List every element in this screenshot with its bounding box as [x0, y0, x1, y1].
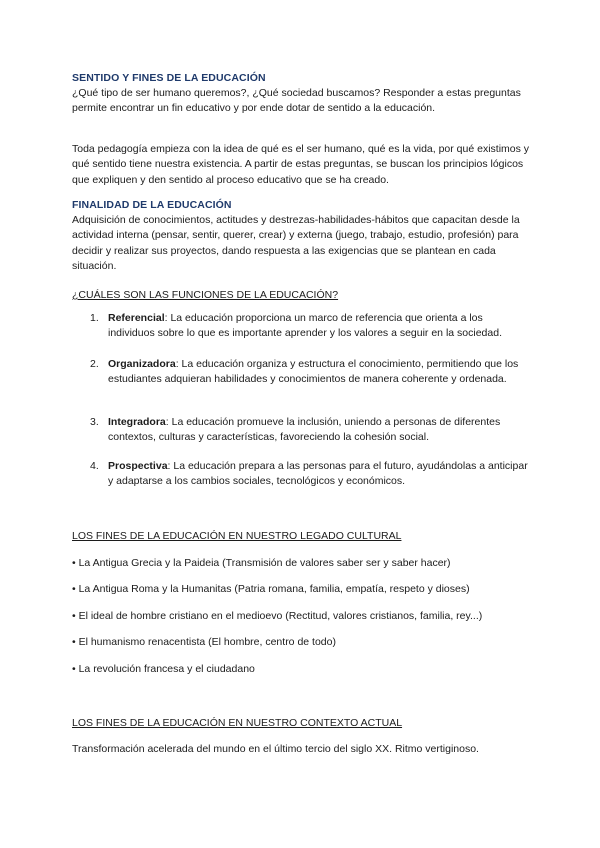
funcion-item-organizadora — [82, 357, 532, 388]
paragraph-finalidad: Adquisición de conocimientos, actitudes y destrezas-habilidades-hábitos que capacitan desde la actividad interna (pensar, sentir, querer, crear) y externa (juego, trabajo, estudio, profesión) para decidir y realizar sus proyectos, dando respuesta a las exigencias que se plantean en cada situación. — [72, 214, 520, 272]
list-item: • La Antigua Roma y la Humanitas (Patria romana, familia, empatía, respeto y dioses) — [72, 583, 470, 595]
funcion-term: Referencial — [108, 312, 165, 324]
list-number: 2. — [90, 358, 99, 370]
funcion-item-referencial — [82, 311, 532, 342]
section-heading-contexto: LOS FINES DE LA EDUCACIÓN EN NUESTRO CONTEXTO ACTUAL — [72, 717, 403, 729]
funcion-item-integradora — [82, 415, 532, 446]
list-item: • La Antigua Grecia y la Paideia (Transmisión de valores saber ser y saber hacer) — [72, 557, 451, 569]
paragraph-contexto: Transformación acelerada del mundo en el último tercio del siglo XX. Ritmo vertiginoso. — [72, 743, 479, 755]
section-heading-finalidad: FINALIDAD DE LA EDUCACIÓN — [72, 199, 232, 211]
list-item: • La revolución francesa y el ciudadano — [72, 663, 255, 675]
funcion-item-prospectiva — [82, 459, 532, 490]
funcion-description: : La educación organiza y estructura el conocimiento, permitiendo que los estudiantes adquieran habilidades y conocimientos de manera coherente y ordenada. — [108, 358, 519, 386]
list-number: 4. — [90, 460, 99, 472]
list-number: 1. — [90, 312, 99, 324]
paragraph-sentido-pedagogia: Toda pedagogía empieza con la idea de qué es el ser humano, qué es la vida, por qué existimos y qué sentido tiene nuestra existencia. A partir de estas preguntas, se buscan los principios lógicos que expliquen y den sentido al proceso educativo que se ha creado. — [72, 143, 530, 186]
funcion-term: Integradora — [108, 416, 166, 428]
funcion-term: Organizadora — [108, 358, 176, 370]
section-heading-sentido: SENTIDO Y FINES DE LA EDUCACIÓN — [72, 72, 266, 84]
funcion-description: : La educación proporciona un marco de referencia que orienta a los individuos sobre lo que es importante aprender y los valores a seguir en la sociedad. — [108, 312, 502, 340]
section-heading-funciones: ¿CUÁLES SON LAS FUNCIONES DE LA EDUCACIÓN? — [72, 289, 339, 301]
list-number: 3. — [90, 416, 99, 428]
list-item: • El ideal de hombre cristiano en el medioevo (Rectitud, valores cristianos, familia, rey...) — [72, 610, 483, 622]
paragraph-sentido-preguntas: ¿Qué tipo de ser humano queremos?, ¿Qué sociedad buscamos? Responder a estas preguntas permite encontrar un fin educativo y por ende dotar de sentido a la educación. — [72, 87, 521, 115]
funcion-description: : La educación prepara a las personas para el futuro, ayudándolas a anticipar y adaptarse a los cambios sociales, tecnológicos y económicos. — [108, 460, 528, 488]
section-heading-legado: LOS FINES DE LA EDUCACIÓN EN NUESTRO LEGADO CULTURAL — [72, 530, 402, 542]
list-item: • El humanismo renacentista (El hombre, centro de todo) — [72, 636, 336, 648]
funcion-term: Prospectiva — [108, 460, 168, 472]
funcion-description: : La educación promueve la inclusión, uniendo a personas de diferentes contextos, culturas y características, favoreciendo la cohesión social. — [108, 416, 501, 444]
